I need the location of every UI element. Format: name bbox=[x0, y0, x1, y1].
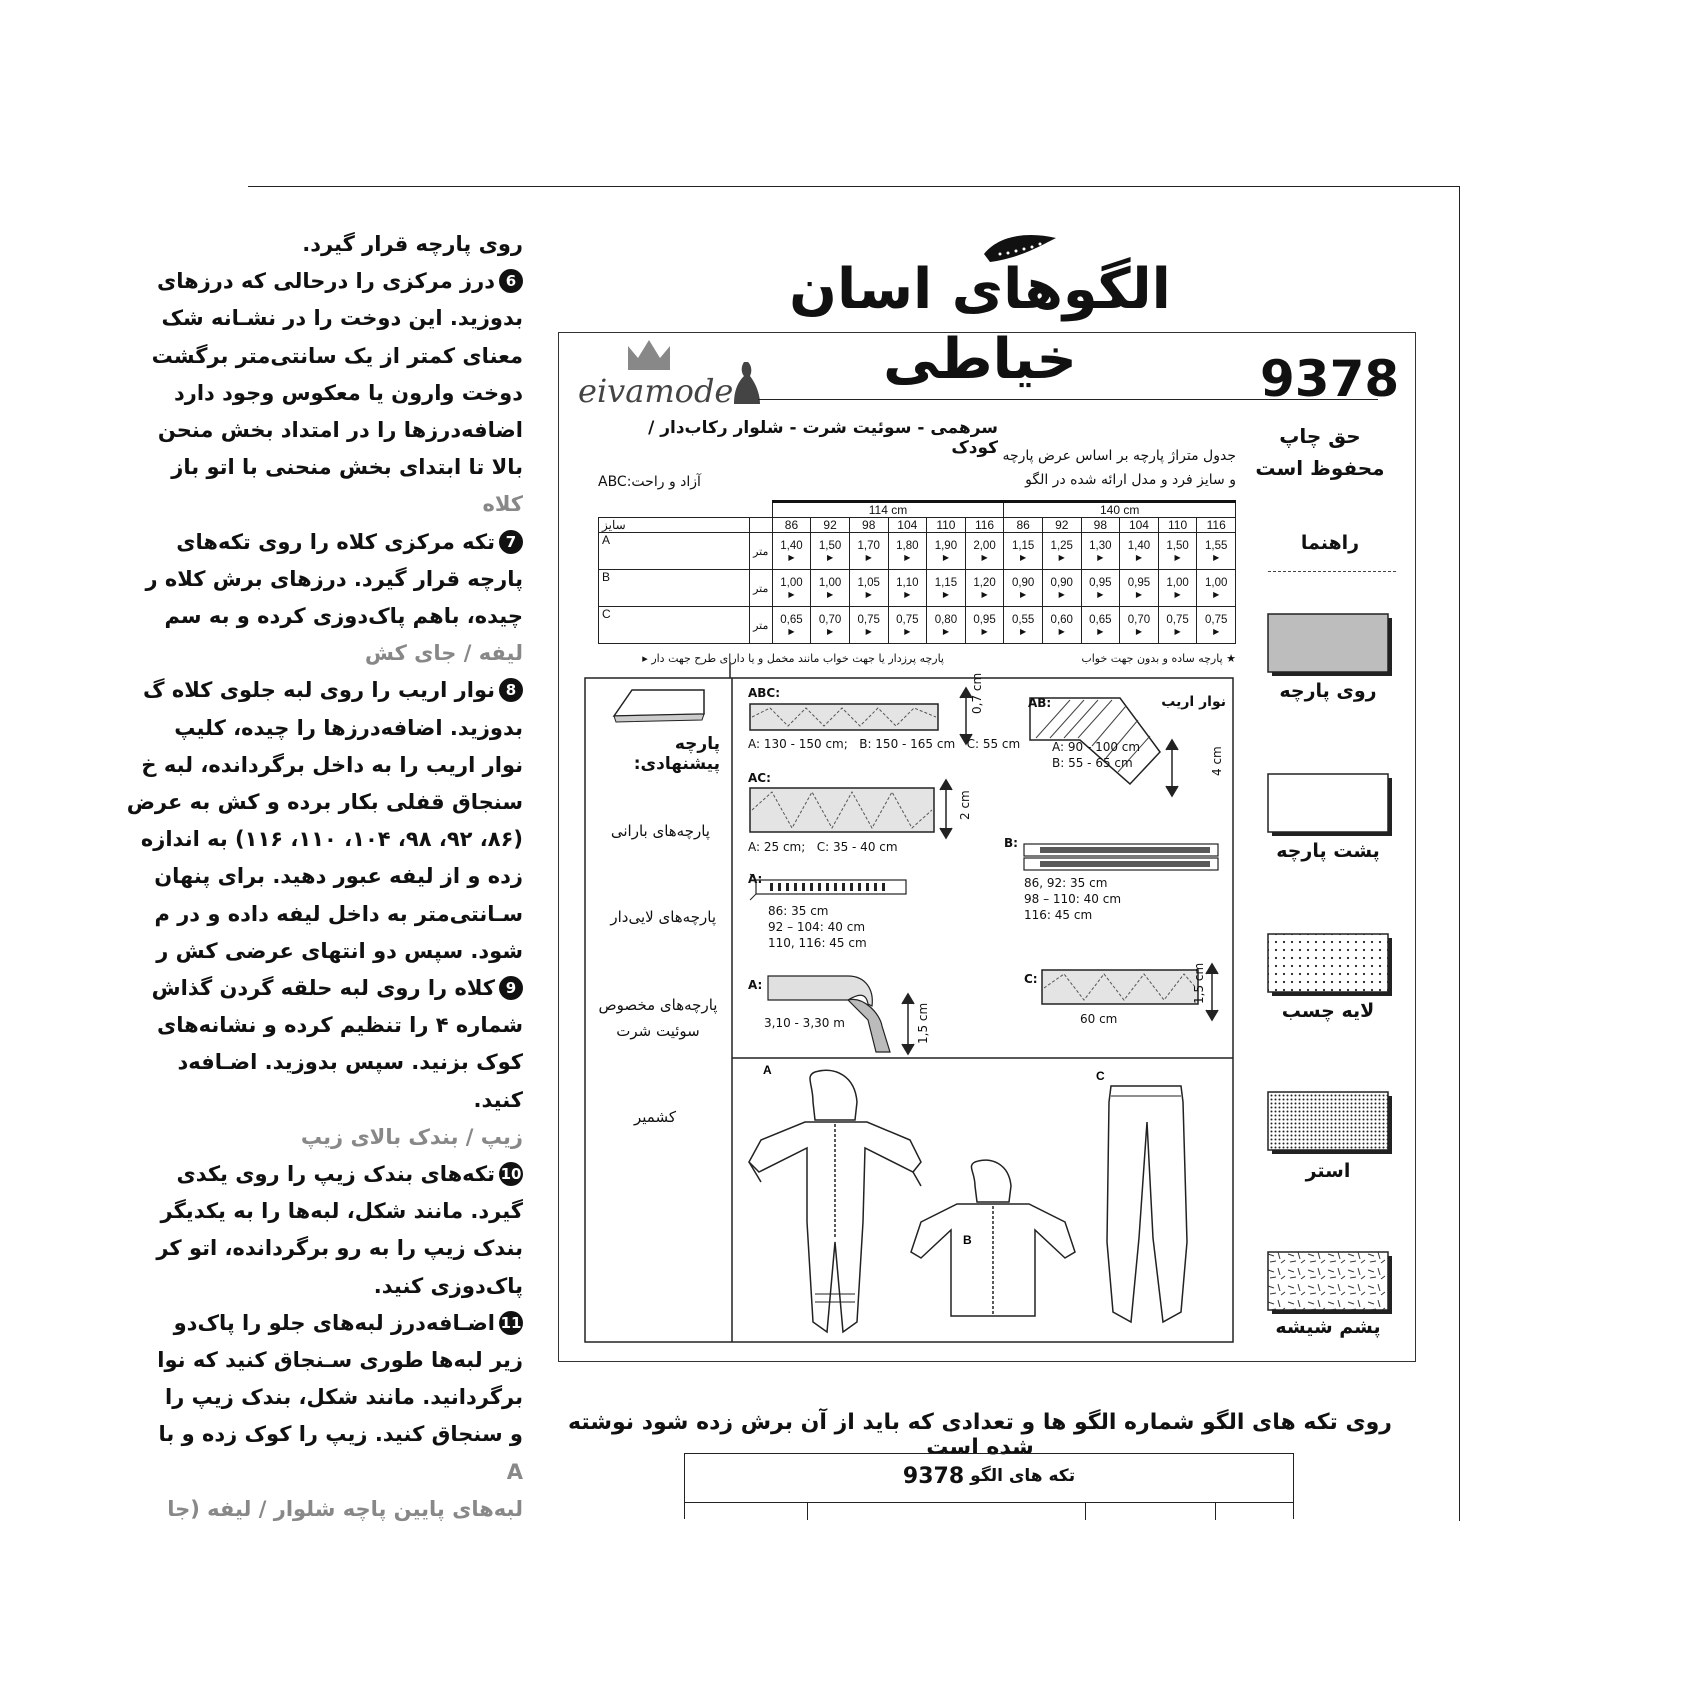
yardage-value-text: 0,65 bbox=[780, 614, 803, 626]
ab-title: نوار اریب bbox=[1161, 694, 1226, 710]
instruction-text: شماره ۴ را تنظیم کرده و نشانه‌های bbox=[156, 1013, 523, 1038]
fabric-fold-icon bbox=[612, 686, 712, 726]
nap-arrow-icon: ▶ bbox=[865, 627, 872, 636]
zip-b-spec-2: 98 – 110: 40 cm bbox=[1024, 892, 1122, 906]
instruction-heading bbox=[482, 490, 523, 518]
instruction-text: پاک‌دوزی کنید. bbox=[373, 1273, 523, 1298]
view-label: A bbox=[599, 533, 750, 570]
legend-title: راهنما bbox=[1300, 532, 1360, 554]
yardage-value bbox=[927, 607, 966, 644]
yardage-value bbox=[811, 533, 850, 570]
instruction-text: سنجاق قفلی بکار برده و کش به عرض bbox=[126, 790, 523, 814]
size-cell: 104 bbox=[888, 518, 927, 533]
zip-b-spec-1: 86, 92: 35 cm bbox=[1024, 876, 1108, 890]
yardage-row bbox=[599, 533, 1236, 570]
size-cell: 110 bbox=[1158, 518, 1197, 533]
instruction-line bbox=[152, 342, 523, 370]
size-cell: 104 bbox=[1120, 518, 1159, 533]
view-a-letter: A bbox=[763, 1063, 772, 1077]
zip-a-spec-3: 110, 116: 45 cm bbox=[768, 936, 867, 950]
yardage-value-text: 0,65 bbox=[1089, 614, 1112, 626]
instruction-text: پارچه قرار گیرد. درزهای برش کلاه ر bbox=[145, 566, 523, 591]
yardage-value-text: 1,90 bbox=[934, 540, 958, 552]
instruction-line bbox=[176, 1160, 523, 1188]
pieces-table-header bbox=[685, 1454, 1293, 1498]
nap-arrow-icon: ▶ bbox=[1058, 627, 1065, 636]
nap-arrow-icon: ▶ bbox=[827, 590, 834, 599]
yardage-value-text: 1,20 bbox=[973, 577, 996, 589]
yardage-value bbox=[1004, 533, 1043, 570]
view-label: C bbox=[599, 607, 750, 644]
instruction-text: لبه‌های پایین پاچه شلوار / لیفه (جا bbox=[167, 1496, 523, 1521]
pieces-table-number: 9378 bbox=[902, 1463, 965, 1489]
nap-arrow-icon: ▶ bbox=[904, 590, 911, 599]
nap-arrow-icon: ▶ bbox=[1097, 627, 1104, 636]
nap-arrow-icon: ▶ bbox=[1020, 553, 1027, 562]
nap-arrow-icon: ▶ bbox=[788, 553, 795, 562]
instruction-line bbox=[156, 937, 523, 965]
yardage-value bbox=[888, 533, 927, 570]
yardage-value bbox=[1042, 533, 1081, 570]
yardage-value-text: 0,60 bbox=[1050, 614, 1073, 626]
fabric-width-header: 140 cm bbox=[1004, 502, 1236, 518]
yardage-value-text: 1,80 bbox=[896, 540, 919, 552]
yardage-value-text: 1,05 bbox=[857, 577, 880, 589]
legend-divider bbox=[1268, 571, 1396, 572]
instruction-text: کوک بزنید. سپس بدوزید. اضـافه‌د bbox=[177, 1050, 523, 1075]
ab-label: AB: bbox=[1028, 696, 1052, 710]
yardage-value-text: 1,25 bbox=[1050, 540, 1073, 552]
yardage-value-text: 0,90 bbox=[1011, 577, 1035, 589]
size-cell: 116 bbox=[1197, 518, 1236, 533]
unit-spacer bbox=[749, 518, 772, 533]
view-c-letter: C bbox=[1096, 1069, 1105, 1083]
yardage-value-text: 1,50 bbox=[818, 540, 842, 552]
abc-spec: A: 130 - 150 cm; B: 150 - 165 cm C: 55 cm bbox=[748, 737, 1021, 751]
fabric-item-lined: پارچه‌های لایی‌دار bbox=[610, 908, 716, 926]
ac-spec: A: 25 cm; C: 35 - 40 cm bbox=[748, 840, 898, 854]
table-caption-1: جدول متراژ پارچه بر اساس عرض پارچه bbox=[1002, 448, 1236, 464]
instruction-text: نوار اریب را روی لبه جلوی کلاه گ bbox=[143, 678, 495, 703]
instruction-line bbox=[159, 1420, 524, 1448]
yardage-value bbox=[965, 570, 1004, 607]
size-label: سایز bbox=[599, 518, 750, 533]
instruction-text: لیفه / جای کش bbox=[364, 641, 523, 666]
nap-arrow-icon: ▶ bbox=[904, 553, 911, 562]
tape-c-label: C: bbox=[1024, 972, 1038, 986]
yardage-value bbox=[772, 570, 811, 607]
nap-arrow-icon: ▶ bbox=[1135, 627, 1143, 636]
legend-label-interfacing: لایه چسب bbox=[1281, 1000, 1375, 1022]
yardage-value-text: 1,10 bbox=[896, 577, 919, 589]
yardage-value bbox=[1197, 570, 1236, 607]
pattern-number: 9378 bbox=[1260, 350, 1400, 408]
nap-arrow-icon: ▶ bbox=[1135, 590, 1143, 599]
instruction-line bbox=[158, 416, 523, 444]
yardage-value bbox=[1081, 607, 1120, 644]
width-header-row bbox=[599, 502, 1236, 518]
instruction-line bbox=[145, 565, 523, 593]
step-number-badge: 8 bbox=[499, 678, 523, 702]
abc-label: ABC: bbox=[748, 686, 781, 700]
yardage-value bbox=[927, 570, 966, 607]
swatch-interfacing bbox=[1266, 932, 1406, 1002]
instruction-line bbox=[157, 1346, 523, 1374]
nap-arrow-icon: ▶ bbox=[904, 627, 911, 636]
instruction-line bbox=[174, 379, 523, 407]
yardage-row bbox=[599, 607, 1236, 644]
instruction-text: روی پارچه قرار گیرد. bbox=[302, 232, 523, 256]
size-cell: 86 bbox=[1004, 518, 1043, 533]
instruction-text: بدوزید. این دوخت را در نشـانه شک bbox=[161, 306, 523, 331]
nap-arrow-icon: ▶ bbox=[1174, 627, 1181, 636]
nap-arrow-icon: ▶ bbox=[942, 627, 949, 636]
yardage-value bbox=[811, 607, 850, 644]
nap-arrow-icon: ▶ bbox=[827, 553, 834, 562]
nap-arrow-icon: ▶ bbox=[1213, 590, 1220, 599]
instruction-text: زیر لبه‌ها طوری سـنجاق کنید که نوا bbox=[157, 1348, 523, 1372]
yardage-value-text: 1,00 bbox=[1166, 577, 1189, 589]
yardage-row bbox=[599, 570, 1236, 607]
garment-views bbox=[735, 1062, 1235, 1342]
yardage-value bbox=[1158, 533, 1197, 570]
nap-arrow-icon: ▶ bbox=[1213, 553, 1220, 562]
yardage-value-text: 1,50 bbox=[1166, 540, 1189, 552]
ab-spec-1: A: 90 - 100 cm bbox=[1052, 740, 1141, 754]
tape-a-dimension: 1,5 cm bbox=[916, 1002, 930, 1044]
swatch-right-side bbox=[1266, 612, 1406, 682]
fabric-width-header: 114 cm bbox=[772, 502, 1004, 518]
nap-arrow-icon: ▶ bbox=[1213, 627, 1220, 636]
yardage-value-text: 0,70 bbox=[1127, 614, 1151, 626]
instruction-text: و سنجاق کنید. زیپ را کوک زده و با bbox=[158, 1422, 523, 1447]
view-label: B bbox=[599, 570, 750, 607]
nap-arrow-icon: ▶ bbox=[1058, 590, 1065, 599]
nap-arrow-icon: ▶ bbox=[1174, 553, 1181, 562]
instruction-line bbox=[164, 602, 523, 630]
yardage-value-text: 0,70 bbox=[818, 614, 842, 626]
instruction-heading bbox=[507, 1458, 523, 1486]
pieces-table-rule bbox=[685, 1502, 1293, 1503]
step-number-badge: 6 bbox=[499, 269, 523, 293]
tape-a-label: A: bbox=[748, 978, 763, 992]
yardage-value-text: 0,75 bbox=[1166, 614, 1189, 626]
ac-label: AC: bbox=[748, 771, 771, 785]
instruction-text: دوخت وارون یا معکوس وجود دارد bbox=[173, 380, 523, 405]
zip-a-label: A: bbox=[748, 872, 763, 886]
nap-arrow-icon: ▶ bbox=[942, 553, 949, 562]
instruction-line bbox=[154, 862, 523, 890]
yardage-value-text: 1,70 bbox=[857, 540, 880, 552]
zip-b-spec-3: 116: 45 cm bbox=[1024, 908, 1093, 922]
instruction-line bbox=[165, 1383, 523, 1411]
swatch-fleece bbox=[1266, 1250, 1406, 1320]
instruction-line bbox=[143, 676, 523, 704]
copyright-line2: محفوظ است bbox=[1255, 456, 1385, 480]
instruction-text: اضافه‌درزها را در امتداد بخش منحن bbox=[157, 418, 523, 442]
instruction-line bbox=[157, 267, 523, 295]
yardage-value bbox=[1158, 570, 1197, 607]
yardage-value bbox=[965, 533, 1004, 570]
instruction-line bbox=[157, 1011, 523, 1039]
yardage-value bbox=[927, 533, 966, 570]
yardage-table bbox=[598, 500, 1236, 644]
yardage-value bbox=[849, 607, 888, 644]
instruction-heading bbox=[167, 1495, 523, 1523]
table-caption-2: و سایز فرد و مدل ارائه شده در الگو bbox=[1025, 472, 1236, 488]
instruction-line bbox=[474, 1086, 523, 1114]
yardage-value bbox=[1081, 533, 1120, 570]
nap-arrow-icon: ▶ bbox=[1020, 627, 1027, 636]
nap-arrow-icon: ▶ bbox=[981, 590, 988, 599]
view-c-pants bbox=[1107, 1086, 1187, 1322]
yardage-value bbox=[1004, 570, 1043, 607]
step-number-badge: 9 bbox=[499, 976, 523, 1000]
yardage-value-text: 0,95 bbox=[1127, 577, 1151, 589]
instruction-line bbox=[141, 825, 523, 853]
yardage-value bbox=[1004, 607, 1043, 644]
yardage-value bbox=[1197, 607, 1236, 644]
ab-dimension: 4 cm bbox=[1210, 746, 1224, 776]
unit-label: متر bbox=[749, 607, 772, 644]
fit-label-text: آزاد و راحت:ABC bbox=[598, 474, 701, 490]
instruction-text: اضـافه‌درز لبه‌های جلو را پاک‌دو bbox=[173, 1310, 495, 1335]
fabrics-title: پارچه پیشنهادی: bbox=[633, 734, 720, 774]
instruction-text: زده و از لیفه عبور دهید. برای پنهان bbox=[154, 864, 523, 889]
step-number-badge: 7 bbox=[499, 530, 523, 554]
nap-arrow-icon: ▶ bbox=[1097, 553, 1104, 562]
yardage-value-text: 1,00 bbox=[1204, 577, 1228, 589]
instruction-text: سـانتی‌متر به داخل لیفه داده و در م bbox=[154, 901, 523, 926]
legend-label-fleece: پشم شیشه bbox=[1275, 1316, 1381, 1338]
yardage-value-text: 1,40 bbox=[1127, 540, 1151, 552]
instruction-line bbox=[302, 230, 523, 258]
instruction-line bbox=[141, 751, 523, 779]
yardage-value-text: 1,40 bbox=[780, 540, 803, 552]
yardage-value-text: 1,55 bbox=[1204, 540, 1228, 552]
instruction-text: A bbox=[506, 1459, 523, 1484]
instruction-text: برگردانید. مانند شکل، بندک زیپ را bbox=[165, 1385, 523, 1410]
instruction-line bbox=[127, 788, 523, 816]
legend-label-right-side: روی پارچه bbox=[1279, 680, 1377, 702]
footnote-nap: پارچه پرزدار یا جهت خواب مانند مخمل و یا دارای طرح جهت دار ▸ bbox=[642, 652, 944, 665]
view-a-jumpsuit bbox=[749, 1070, 921, 1332]
yardage-value bbox=[1158, 607, 1197, 644]
instruction-line bbox=[177, 1048, 523, 1076]
instruction-line bbox=[176, 528, 523, 556]
instruction-text: گیرد. مانند شکل، لبه‌ها را به یکدیگر bbox=[160, 1199, 523, 1224]
fabric-item-cashmere: کشمیر bbox=[634, 1108, 676, 1126]
size-cell: 92 bbox=[1042, 518, 1081, 533]
instruction-text: درز مرکزی را درحالی که درزهای bbox=[157, 269, 495, 294]
size-cell: 86 bbox=[772, 518, 811, 533]
size-cell: 116 bbox=[965, 518, 1004, 533]
yardage-value bbox=[888, 570, 927, 607]
nap-arrow-icon: ▶ bbox=[865, 590, 872, 599]
instruction-text: بالا تا ابتدای بخش منحنی با اتو باز bbox=[171, 455, 523, 480]
instruction-text: زیپ / بندک بالای زیپ bbox=[300, 1124, 523, 1149]
instruction-text: تکه مرکزی کلاه را روی تکه‌های bbox=[176, 529, 495, 554]
instruction-heading bbox=[365, 639, 523, 667]
yardage-value-text: 1,30 bbox=[1089, 540, 1112, 552]
size-header-row bbox=[599, 518, 1236, 533]
unit-label: متر bbox=[749, 533, 772, 570]
view-b-sweatshirt bbox=[911, 1160, 1075, 1316]
instruction-text: کنید. bbox=[473, 1087, 523, 1112]
zip-a-spec-1: 86: 35 cm bbox=[768, 904, 829, 918]
yardage-value bbox=[772, 607, 811, 644]
nap-arrow-icon: ▶ bbox=[1135, 553, 1143, 562]
step-number-badge: 11 bbox=[499, 1311, 523, 1335]
yardage-value-text: 1,00 bbox=[818, 577, 842, 589]
yardage-value bbox=[965, 607, 1004, 644]
abc-dimension: 0,7 cm bbox=[970, 672, 984, 714]
step-number-badge: 10 bbox=[499, 1162, 523, 1186]
yardage-value bbox=[1197, 533, 1236, 570]
yardage-value-text: 0,90 bbox=[1050, 577, 1073, 589]
nap-arrow-icon: ▶ bbox=[827, 627, 834, 636]
instruction-text: شود. سپس دو انتهای عرضی کش ر bbox=[156, 938, 523, 963]
yardage-value-text: 0,75 bbox=[857, 614, 880, 626]
size-cell: 92 bbox=[811, 518, 850, 533]
fit-label bbox=[598, 474, 708, 490]
nap-arrow-icon: ▶ bbox=[788, 627, 795, 636]
garment-names: سرهمی - سوئیت شرت - شلوار رکاب‌دار / کودک bbox=[648, 418, 998, 458]
yardage-value-text: 1,00 bbox=[780, 577, 803, 589]
nap-arrow-icon: ▶ bbox=[1097, 590, 1104, 599]
instruction-text: تکه‌های بندک زیپ را روی یکدی bbox=[176, 1162, 495, 1186]
ac-dimension: 2 cm bbox=[958, 790, 972, 820]
instruction-text: کلاه bbox=[482, 492, 523, 517]
nap-arrow-icon: ▶ bbox=[1058, 553, 1065, 562]
corner-cell bbox=[599, 502, 773, 518]
zip-b-label: B: bbox=[1004, 836, 1018, 850]
yardage-value bbox=[849, 533, 888, 570]
bottom-note: روی تکه های الگو شماره الگو ها و تعدادی که باید از آن برش زده شود نوشته شده است bbox=[568, 1410, 1392, 1460]
nap-arrow-icon: ▶ bbox=[788, 590, 795, 599]
copyright-line1: حق چاپ bbox=[1279, 424, 1361, 448]
instructions-column bbox=[126, 230, 523, 1521]
yardage-value bbox=[1120, 533, 1159, 570]
pieces-col-divider-1 bbox=[807, 1502, 808, 1520]
instruction-text: بدوزید. اضافه‌درزها را چیده، کلیپ bbox=[174, 715, 523, 740]
instruction-line bbox=[374, 1272, 523, 1300]
yardage-value-text: 1,15 bbox=[934, 577, 958, 589]
instruction-text: چیده، باهم پاک‌دوزی کرده و به سم bbox=[164, 604, 523, 628]
pieces-table bbox=[684, 1453, 1294, 1519]
fabric-item-rain: پارچه‌های بارانی bbox=[610, 822, 710, 840]
yardage-value bbox=[811, 570, 850, 607]
main-title: الگوهای اسان خیاطی bbox=[789, 257, 1171, 392]
yardage-value bbox=[1120, 570, 1159, 607]
zip-a-spec-2: 92 – 104: 40 cm bbox=[768, 920, 866, 934]
legend-label-lining: استر bbox=[1305, 1160, 1351, 1182]
instruction-line bbox=[174, 714, 523, 742]
yardage-value-text: 0,95 bbox=[1089, 577, 1112, 589]
swatch-lining bbox=[1266, 1090, 1406, 1160]
pieces-col-divider-2 bbox=[1085, 1502, 1086, 1520]
instruction-text: بندک زیپ را به رو برگردانده، اتو کر bbox=[156, 1236, 523, 1261]
yardage-value-text: 0,55 bbox=[1011, 614, 1035, 626]
crown-icon bbox=[624, 336, 674, 374]
nap-arrow-icon: ▶ bbox=[981, 553, 988, 562]
yardage-value bbox=[888, 607, 927, 644]
fabric-item-sweat-1: پارچه‌های مخصوص bbox=[598, 996, 718, 1014]
instruction-line bbox=[152, 974, 523, 1002]
yardage-value-text: 0,75 bbox=[896, 614, 919, 626]
tape-a-spec: 3,10 - 3,30 m bbox=[764, 1016, 845, 1030]
nap-arrow-icon: ▶ bbox=[865, 553, 872, 562]
instruction-line bbox=[161, 1197, 523, 1225]
yardage-value-text: 0,75 bbox=[1204, 614, 1228, 626]
size-cell: 98 bbox=[849, 518, 888, 533]
yardage-value-text: 0,80 bbox=[934, 614, 958, 626]
nap-arrow-icon: ▶ bbox=[1020, 590, 1027, 599]
footnote-plain: ★ پارچه ساده و بدون جهت خواب bbox=[1081, 652, 1236, 665]
instruction-line bbox=[156, 1234, 523, 1262]
swatch-wrong-side bbox=[1266, 772, 1406, 842]
yardage-value-text: 2,00 bbox=[973, 540, 996, 552]
ab-spec-2: B: 55 - 65 cm bbox=[1052, 756, 1133, 770]
instruction-text: (۸۶، ۹۲، ۹۸، ۱۰۴، ۱۱۰، ۱۱۶) به اندازه bbox=[140, 827, 523, 852]
pieces-col-divider-3 bbox=[1215, 1502, 1216, 1520]
nap-arrow-icon: ▶ bbox=[1174, 590, 1181, 599]
view-b-letter: B bbox=[963, 1233, 972, 1247]
unit-label: متر bbox=[749, 570, 772, 607]
yardage-value bbox=[1042, 607, 1081, 644]
instruction-line bbox=[174, 1309, 523, 1337]
yardage-value bbox=[849, 570, 888, 607]
brand-name: eivamode bbox=[578, 372, 734, 410]
yardage-value bbox=[1081, 570, 1120, 607]
instruction-text: نوار اریب را به داخل برگردانده، لبه خ bbox=[141, 752, 523, 777]
pieces-table-title: تکه های الگو bbox=[970, 1466, 1076, 1486]
yardage-value bbox=[772, 533, 811, 570]
instruction-line bbox=[162, 304, 523, 332]
yardage-value bbox=[1042, 570, 1081, 607]
instruction-line bbox=[171, 453, 523, 481]
instruction-heading bbox=[301, 1123, 523, 1151]
nap-arrow-icon: ▶ bbox=[981, 627, 988, 636]
instruction-text: کلاه را روی لبه حلقه گردن گذاش bbox=[151, 976, 495, 1000]
yardage-value bbox=[1120, 607, 1159, 644]
nap-arrow-icon: ▶ bbox=[942, 590, 949, 599]
yardage-value-text: 0,95 bbox=[973, 614, 996, 626]
yardage-value-text: 1,15 bbox=[1011, 540, 1035, 552]
instruction-text: معنای کمتر از یک سانتی‌متر برگشت bbox=[151, 343, 523, 368]
size-cell: 110 bbox=[927, 518, 966, 533]
instruction-line bbox=[155, 900, 523, 928]
tape-c-dimension: 1,5 cm bbox=[1192, 962, 1206, 1004]
tape-c-spec: 60 cm bbox=[1080, 1012, 1118, 1026]
size-cell: 98 bbox=[1081, 518, 1120, 533]
legend-label-wrong-side: پشت پارچه bbox=[1276, 840, 1380, 862]
dress-form-icon bbox=[732, 358, 762, 408]
fabric-item-sweat-2: سوئیت شرت bbox=[616, 1022, 700, 1040]
